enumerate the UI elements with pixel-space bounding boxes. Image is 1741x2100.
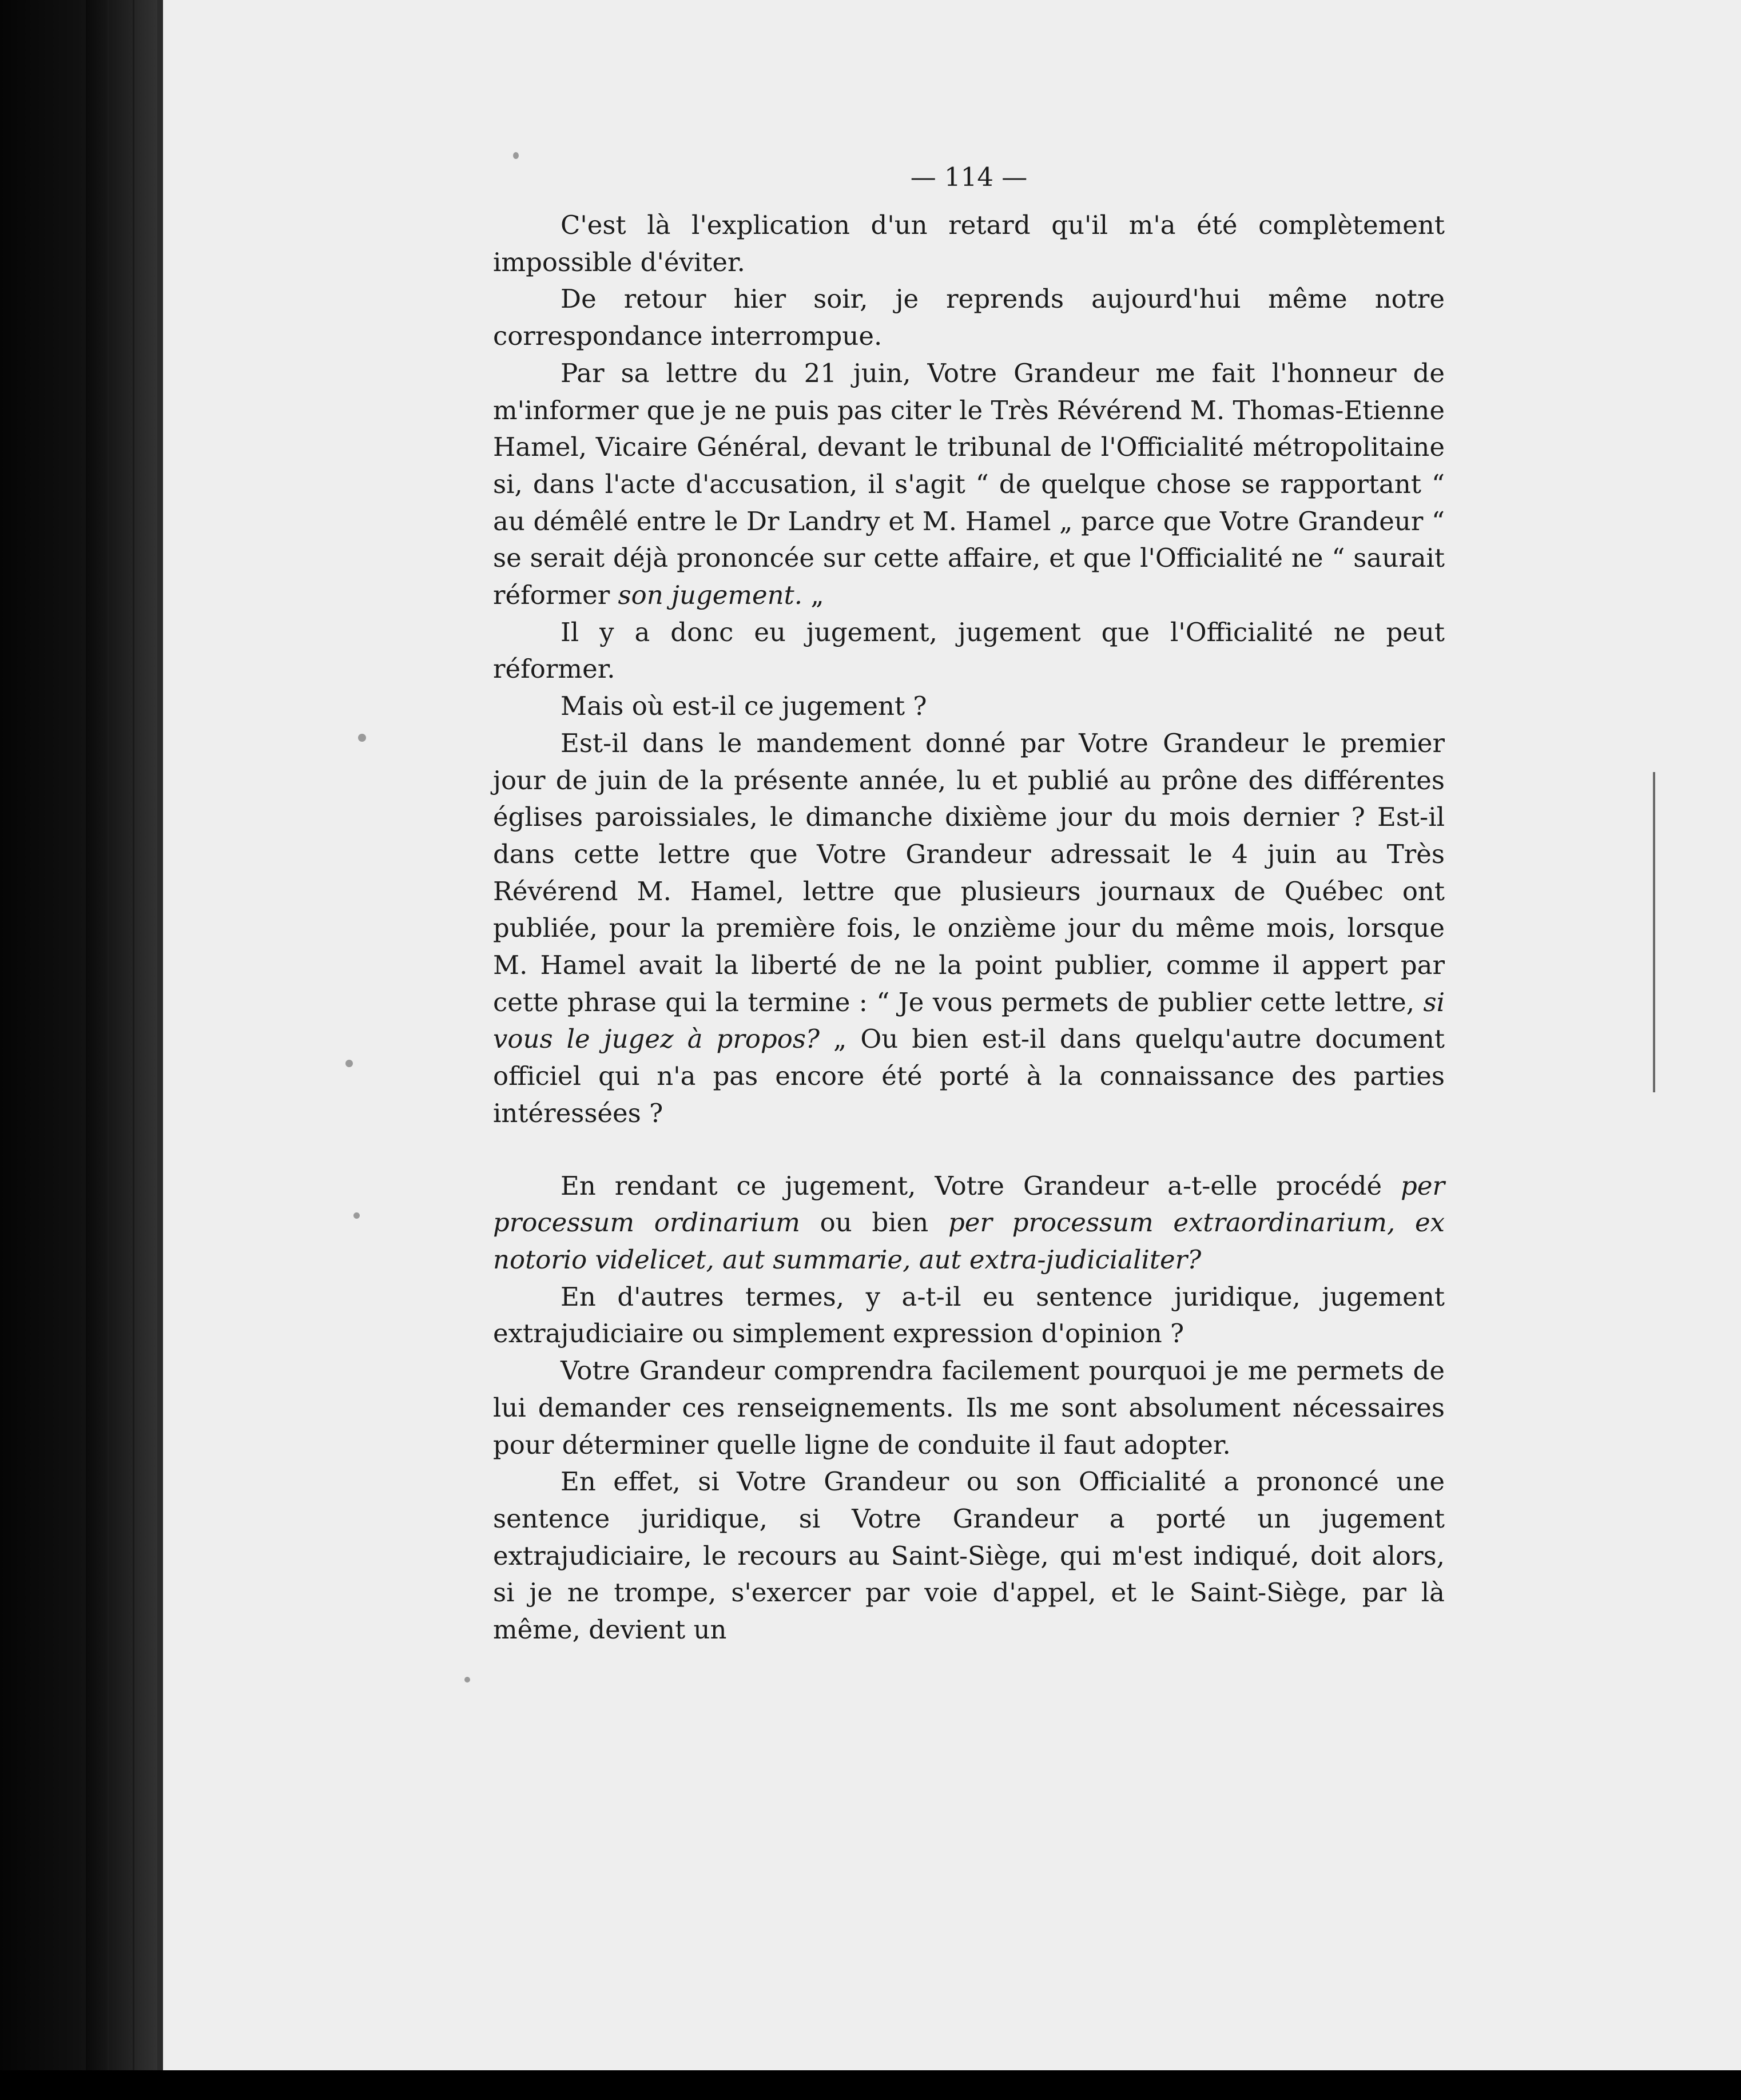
paragraph bbox=[493, 1279, 1445, 1353]
body-text: C'est là l'explication d'un retard qu'il m'a été complètement impossible d'éviter. bbox=[493, 210, 1445, 277]
body-text: Est-il dans le mandement donné par Votre Grandeur le premier jour de juin de la présente année, lu et publié au prône des différentes églises paroissiales, le dimanche dixième jour du mois dernier ? Est-il dans cette lettre que Votre Grandeur adressait le 4 juin au Très Révérend M. Hamel, lettre que plusieurs journaux de Québec ont publiée, pour la première fois, le onzième jour du même mois, lorsque M. Hamel avait la liberté de ne la point publier, comme il appert par cette phrase qui la termine : “ Je vous permets de publier cette lettre, bbox=[493, 727, 1445, 1017]
paragraph bbox=[493, 688, 1445, 725]
ink-speck bbox=[358, 734, 366, 742]
italic-text: si vous le jugez à propos? bbox=[493, 987, 1445, 1055]
italic-text: per processum extraordinarium, ex notorio videlicet, aut summarie, aut extra-judicialiter? bbox=[493, 1207, 1445, 1275]
body-text: En rendant ce jugement, Votre Grandeur a-t-elle procédé bbox=[561, 1170, 1401, 1201]
italic-text: per processum ordinarium bbox=[493, 1170, 1445, 1238]
paragraph-list bbox=[493, 207, 1445, 1649]
scan-bottom-edge bbox=[0, 2070, 1741, 2100]
paragraph bbox=[493, 281, 1445, 355]
italic-text: son jugement. bbox=[618, 580, 803, 611]
paragraph bbox=[493, 1168, 1445, 1279]
ink-speck bbox=[353, 1212, 360, 1219]
margin-mark bbox=[1653, 772, 1655, 1092]
body-text: „ Ou bien est-il dans quelqu'autre document officiel qui n'a pas encore été porté à la connaissance des parties intéressées ? bbox=[493, 1024, 1445, 1128]
body-text: Votre Grandeur comprendra facilement pourquoi je me permets de lui demander ces renseignements. Ils me sont absolument nécessaires pour déterminer quelle ligne de conduite il faut adopter. bbox=[493, 1355, 1445, 1460]
ink-speck bbox=[464, 1677, 470, 1683]
body-text: Il y a donc eu jugement, jugement que l'Officialité ne peut réformer. bbox=[493, 617, 1445, 685]
spine-line bbox=[133, 0, 134, 2070]
body-text: En effet, si Votre Grandeur ou son Officialité a prononcé une sentence juridique, si Votre Grandeur a porté un jugement extrajudiciaire, le recours au Saint-Siège, qui m'est indiqué, doit alors, si je ne trompe, s'exercer par voie d'appel, et le Saint-Siège, par là même, devient un bbox=[493, 1466, 1445, 1645]
body-text: En d'autres termes, y a-t-il eu sentence juridique, jugement extrajudiciaire ou simplement expression d'opinion ? bbox=[493, 1281, 1445, 1349]
body-text: „ bbox=[802, 580, 824, 611]
paragraph bbox=[493, 725, 1445, 1132]
page-number: — 114 — bbox=[910, 162, 1028, 192]
paragraph bbox=[493, 207, 1445, 281]
paragraph bbox=[493, 1463, 1445, 1649]
page-text bbox=[493, 154, 1445, 1649]
paragraph bbox=[493, 1353, 1445, 1463]
paragraph bbox=[493, 355, 1445, 614]
ink-speck bbox=[345, 1060, 353, 1067]
paragraph bbox=[493, 614, 1445, 688]
body-text: ou bien bbox=[800, 1207, 948, 1238]
body-text: De retour hier soir, je reprends aujourd'hui même notre correspondance interrompue. bbox=[493, 284, 1445, 352]
spine-line bbox=[108, 0, 109, 2070]
body-text: Mais où est-il ce jugement ? bbox=[561, 691, 927, 722]
body-text: Par sa lettre du 21 juin, Votre Grandeur me fait l'honneur de m'informer que je ne puis pas citer le Très Révérend M. Thomas-Etienne Hamel, Vicaire Général, devant le tribunal de l'Officialité métropolitaine si, dans l'acte d'accusation, il s'agit “ de quelque chose se rapportant “ au démêlé entre le Dr Landry et M. Hamel „ parce que Votre Grandeur “ se serait déjà prononcée sur cette affaire, et que l'Officialité ne “ saurait réformer bbox=[493, 357, 1445, 611]
